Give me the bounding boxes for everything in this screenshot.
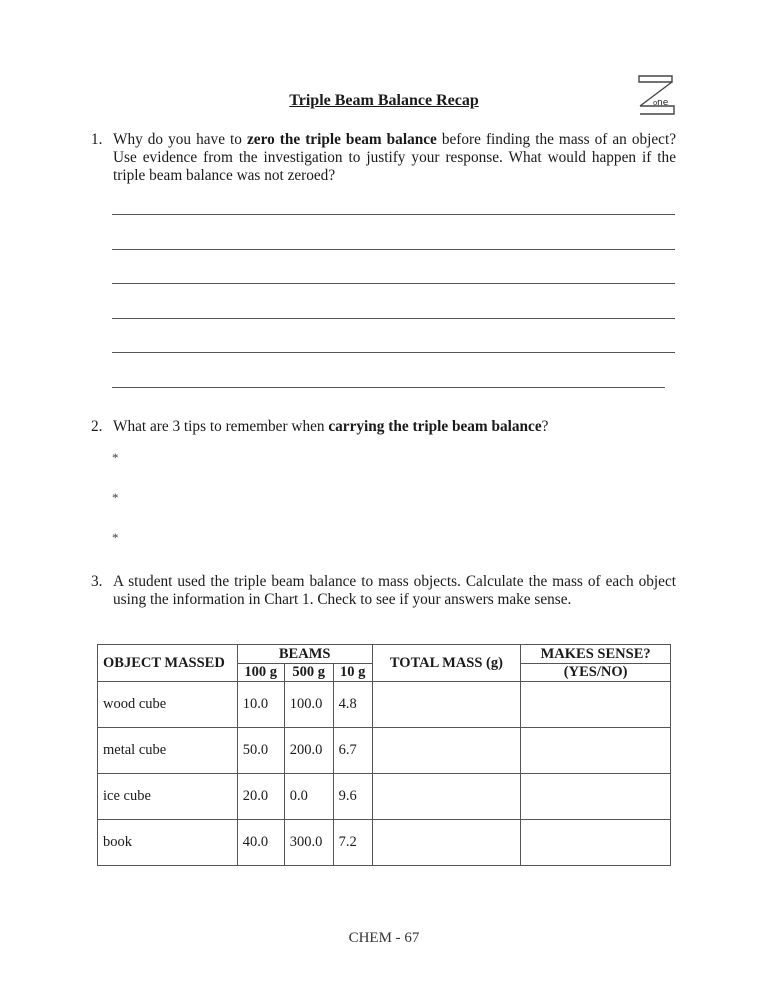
logo-text-o: o: [653, 99, 658, 107]
question-number: 2.: [91, 418, 103, 435]
cell-beam-10g: 6.7: [333, 728, 372, 774]
cell-beam-500g: 0.0: [284, 774, 333, 820]
header-beam-100g: 100 g: [237, 664, 284, 682]
cell-beam-500g: 200.0: [284, 728, 333, 774]
zone-logo-icon: [636, 74, 678, 118]
question-number: 3.: [91, 573, 103, 590]
cell-makes-sense-input[interactable]: [521, 774, 671, 820]
tip-bullet-2: *: [112, 490, 119, 505]
cell-makes-sense-input[interactable]: [521, 820, 671, 866]
header-beams: BEAMS: [237, 645, 372, 664]
cell-beam-100g: 50.0: [237, 728, 284, 774]
answer-line-2[interactable]: [112, 249, 675, 250]
page-title: Triple Beam Balance Recap: [289, 92, 479, 109]
table-row: [98, 682, 671, 728]
header-yes-no: (YES/NO): [521, 664, 671, 682]
cell-makes-sense-input[interactable]: [521, 728, 671, 774]
question-text: A student used the triple beam balance to mass objects. Calculate the mass of each object using the information in Chart 1. Check to see if your answers make sense.: [113, 573, 676, 608]
tip-bullet-3: *: [112, 530, 119, 545]
header-makes-sense: MAKES SENSE?: [521, 645, 671, 664]
answer-line-3[interactable]: [112, 283, 675, 284]
header-beam-500g: 500 g: [284, 664, 333, 682]
question-1: [91, 131, 676, 185]
cell-total-mass-input[interactable]: [372, 728, 521, 774]
answer-line-5[interactable]: [112, 352, 675, 353]
cell-object: wood cube: [98, 682, 238, 728]
cell-total-mass-input[interactable]: [372, 682, 521, 728]
table-row: [98, 820, 671, 866]
cell-total-mass-input[interactable]: [372, 774, 521, 820]
cell-makes-sense-input[interactable]: [521, 682, 671, 728]
mass-chart-table: [97, 644, 671, 866]
cell-beam-100g: 40.0: [237, 820, 284, 866]
cell-beam-10g: 9.6: [333, 774, 372, 820]
answer-line-1[interactable]: [112, 214, 675, 215]
cell-total-mass-input[interactable]: [372, 820, 521, 866]
cell-beam-100g: 20.0: [237, 774, 284, 820]
answer-line-4[interactable]: [112, 318, 675, 319]
question-emphasis: carrying the triple beam balance: [328, 418, 542, 435]
cell-beam-10g: 7.2: [333, 820, 372, 866]
cell-beam-100g: 10.0: [237, 682, 284, 728]
question-text: What are 3 tips to remember when carrying the triple beam balance?: [113, 418, 549, 435]
cell-object: book: [98, 820, 238, 866]
question-3: [91, 573, 676, 609]
header-object-massed: OBJECT MASSED: [98, 645, 238, 682]
table-row: [98, 774, 671, 820]
header-total-mass: TOTAL MASS (g): [372, 645, 521, 682]
tip-bullet-1: *: [112, 450, 119, 465]
table-row: [98, 728, 671, 774]
cell-beam-500g: 100.0: [284, 682, 333, 728]
cell-object: metal cube: [98, 728, 238, 774]
cell-object: ice cube: [98, 774, 238, 820]
cell-beam-10g: 4.8: [333, 682, 372, 728]
question-text: Why do you have to zero the triple beam balance before finding the mass of an object? Use evidence from the investigation to justify your response. What would happen if the triple beam balance was not zeroed?: [113, 131, 677, 184]
question-emphasis: zero the triple beam balance: [246, 131, 437, 148]
question-2: [91, 418, 676, 436]
question-number: 1.: [91, 131, 103, 148]
answer-line-6[interactable]: [112, 387, 665, 388]
cell-beam-500g: 300.0: [284, 820, 333, 866]
logo-text-ne: ne: [657, 98, 669, 108]
header-beam-10g: 10 g: [333, 664, 372, 682]
page-footer: CHEM - 67: [348, 930, 420, 946]
